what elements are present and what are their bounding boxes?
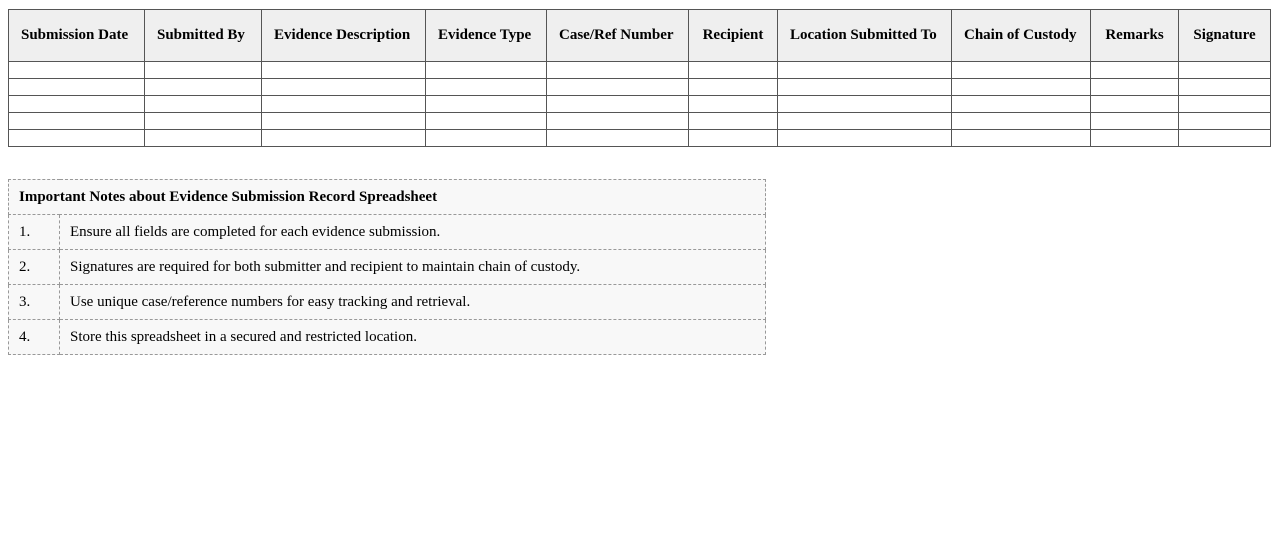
- header-submission-date: Submission Date: [9, 10, 145, 62]
- table-cell[interactable]: [9, 79, 145, 96]
- table-cell[interactable]: [145, 113, 262, 130]
- table-cell[interactable]: [547, 113, 689, 130]
- note-number: 2.: [9, 250, 60, 285]
- table-cell[interactable]: [952, 96, 1091, 113]
- header-chain-of-custody: Chain of Custody: [952, 10, 1091, 62]
- table-cell[interactable]: [426, 62, 547, 79]
- notes-title-row: [9, 180, 766, 215]
- table-row: [9, 130, 1271, 147]
- note-text: Ensure all fields are completed for each evidence submission.: [60, 215, 766, 250]
- table-cell[interactable]: [547, 79, 689, 96]
- table-cell[interactable]: [145, 96, 262, 113]
- table-cell[interactable]: [1091, 62, 1179, 79]
- table-cell[interactable]: [262, 113, 426, 130]
- table-cell[interactable]: [1179, 130, 1271, 147]
- header-evidence-type: Evidence Type: [426, 10, 547, 62]
- table-cell[interactable]: [145, 130, 262, 147]
- header-evidence-description: Evidence Description: [262, 10, 426, 62]
- note-text: Store this spreadsheet in a secured and restricted location.: [60, 320, 766, 355]
- table-cell[interactable]: [1179, 96, 1271, 113]
- table-cell[interactable]: [262, 96, 426, 113]
- table-cell[interactable]: [9, 113, 145, 130]
- header-recipient: Recipient: [689, 10, 778, 62]
- table-cell[interactable]: [547, 96, 689, 113]
- header-location-submitted-to: Location Submitted To: [778, 10, 952, 62]
- header-case-ref-number: Case/Ref Number: [547, 10, 689, 62]
- table-cell[interactable]: [689, 79, 778, 96]
- table-row: [9, 62, 1271, 79]
- table-cell[interactable]: [689, 130, 778, 147]
- table-cell[interactable]: [426, 113, 547, 130]
- table-row: [9, 113, 1271, 130]
- table-cell[interactable]: [689, 113, 778, 130]
- table-cell[interactable]: [426, 130, 547, 147]
- header-remarks: Remarks: [1091, 10, 1179, 62]
- table-cell[interactable]: [1091, 79, 1179, 96]
- note-number: 3.: [9, 285, 60, 320]
- note-item: [9, 215, 766, 250]
- table-cell[interactable]: [9, 62, 145, 79]
- note-number: 1.: [9, 215, 60, 250]
- table-cell[interactable]: [1179, 62, 1271, 79]
- note-number: 4.: [9, 320, 60, 355]
- important-notes-table: [8, 179, 766, 355]
- table-header-row: [9, 10, 1271, 62]
- table-cell[interactable]: [952, 62, 1091, 79]
- table-cell[interactable]: [689, 96, 778, 113]
- table-cell[interactable]: [262, 130, 426, 147]
- table-cell[interactable]: [145, 79, 262, 96]
- table-cell[interactable]: [689, 62, 778, 79]
- table-cell[interactable]: [426, 79, 547, 96]
- table-cell[interactable]: [426, 96, 547, 113]
- table-cell[interactable]: [262, 79, 426, 96]
- table-cell[interactable]: [9, 96, 145, 113]
- table-cell[interactable]: [778, 96, 952, 113]
- table-body: [9, 62, 1271, 147]
- note-item: [9, 285, 766, 320]
- table-cell[interactable]: [1091, 130, 1179, 147]
- table-cell[interactable]: [952, 113, 1091, 130]
- notes-title: Important Notes about Evidence Submission Record Spreadsheet: [9, 180, 766, 215]
- table-cell[interactable]: [952, 79, 1091, 96]
- table-cell[interactable]: [778, 62, 952, 79]
- table-cell[interactable]: [1179, 113, 1271, 130]
- table-cell[interactable]: [1091, 113, 1179, 130]
- table-cell[interactable]: [262, 62, 426, 79]
- note-text: Signatures are required for both submitter and recipient to maintain chain of custody.: [60, 250, 766, 285]
- note-item: [9, 320, 766, 355]
- table-cell[interactable]: [1091, 96, 1179, 113]
- note-text: Use unique case/reference numbers for easy tracking and retrieval.: [60, 285, 766, 320]
- header-signature: Signature: [1179, 10, 1271, 62]
- table-cell[interactable]: [952, 130, 1091, 147]
- header-submitted-by: Submitted By: [145, 10, 262, 62]
- table-cell[interactable]: [547, 62, 689, 79]
- table-row: [9, 79, 1271, 96]
- table-cell[interactable]: [778, 113, 952, 130]
- table-cell[interactable]: [778, 130, 952, 147]
- note-item: [9, 250, 766, 285]
- table-cell[interactable]: [778, 79, 952, 96]
- table-cell[interactable]: [9, 130, 145, 147]
- evidence-record-table: [8, 9, 1271, 147]
- table-cell[interactable]: [145, 62, 262, 79]
- table-cell[interactable]: [1179, 79, 1271, 96]
- table-row: [9, 96, 1271, 113]
- table-cell[interactable]: [547, 130, 689, 147]
